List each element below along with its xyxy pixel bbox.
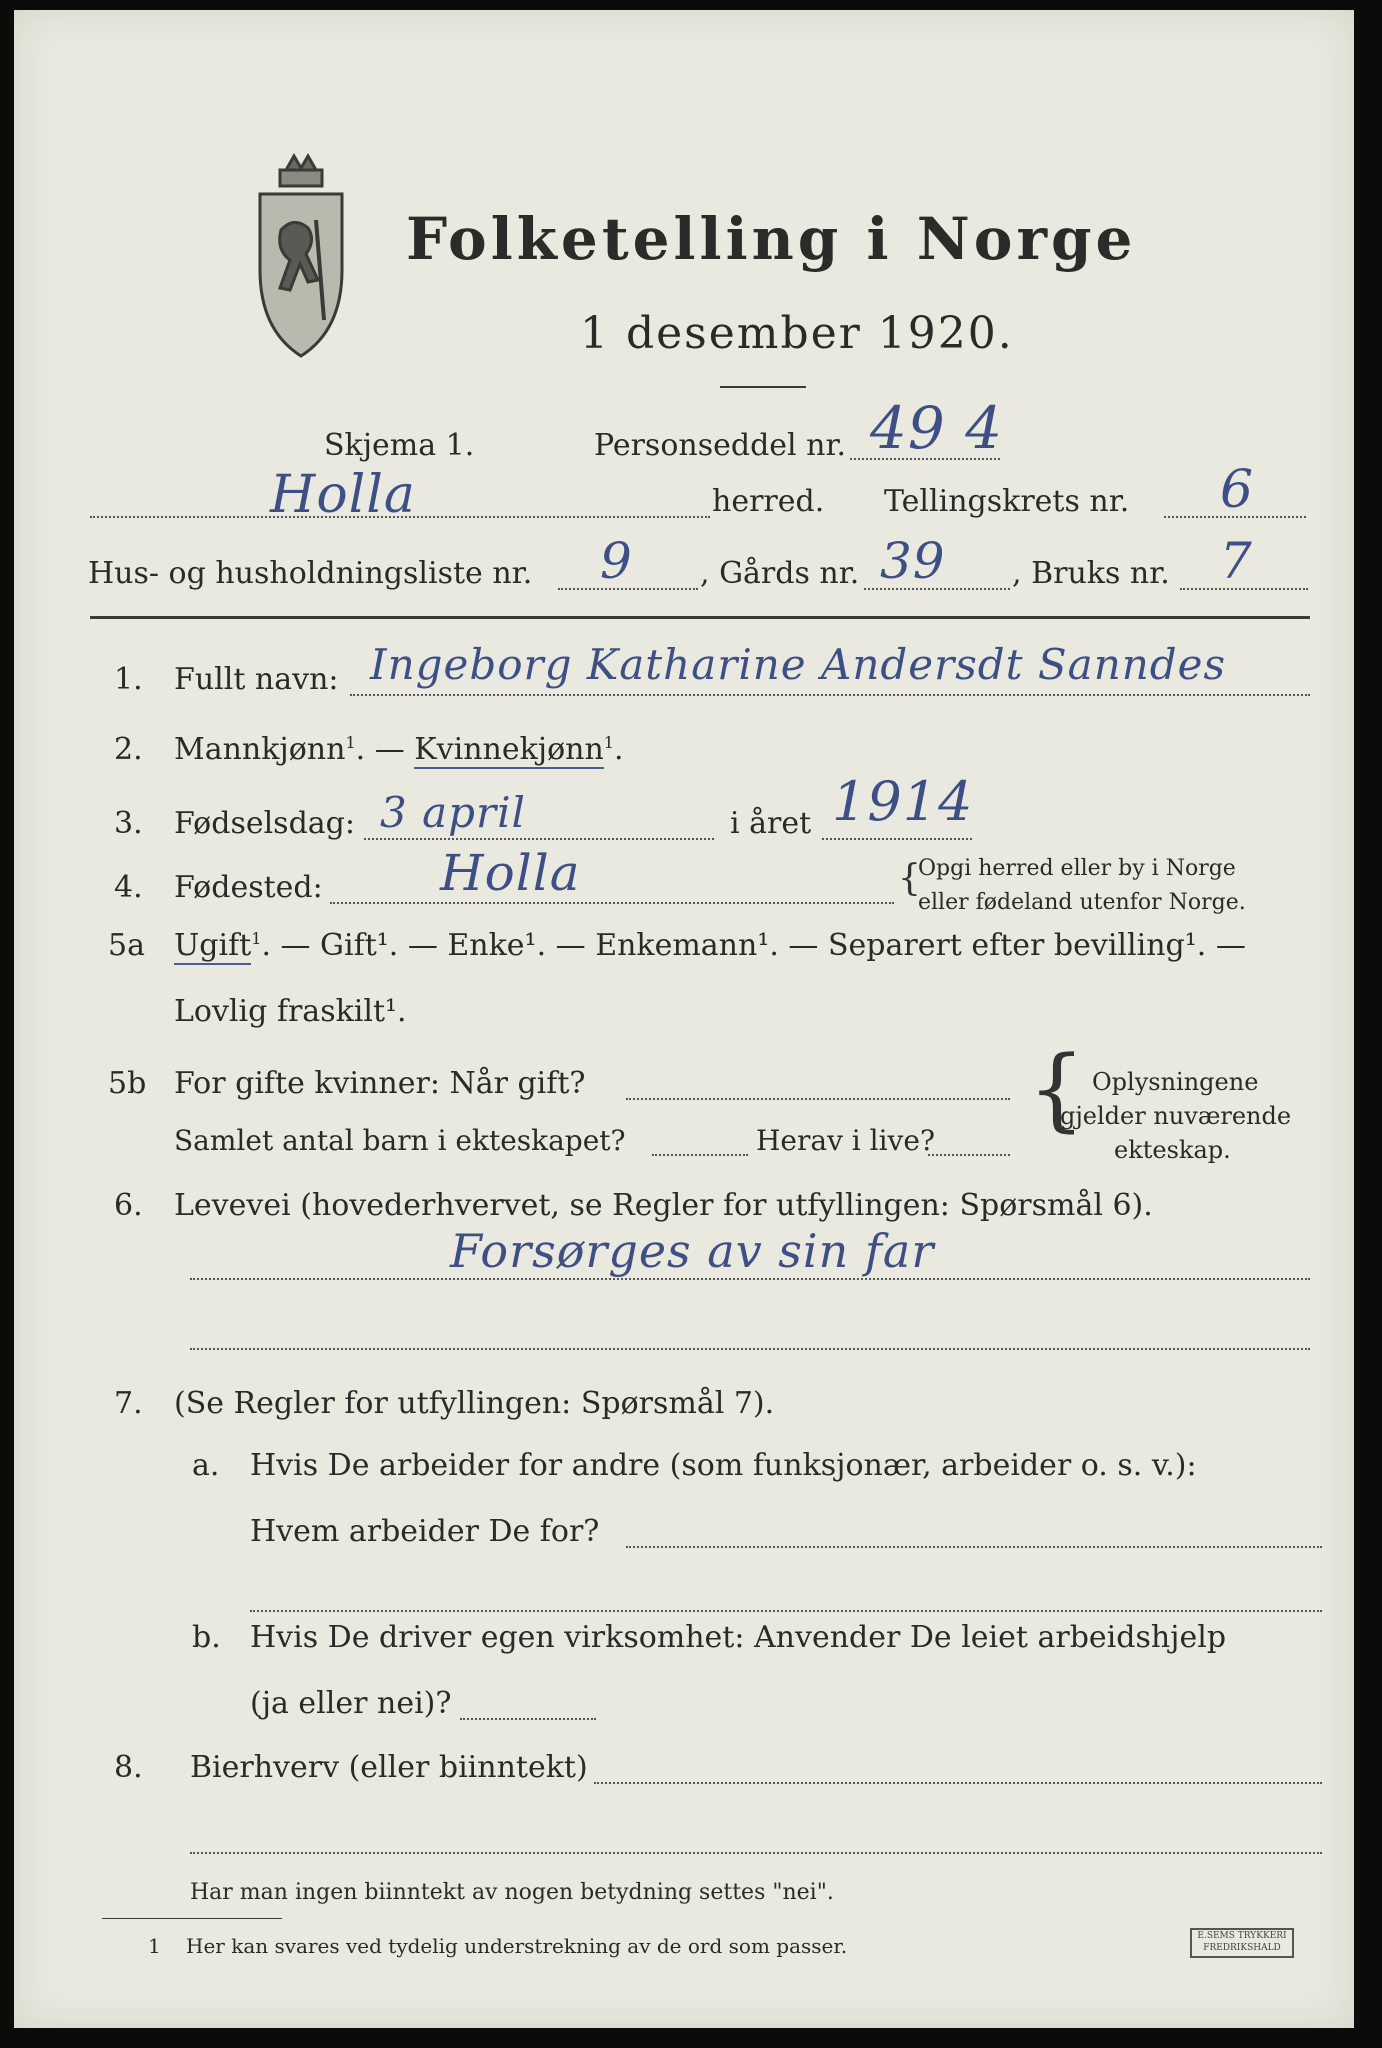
q6-line1: [190, 1278, 1310, 1280]
q5b-label-alive: Herav i live?: [756, 1124, 935, 1157]
gender-female-option[interactable]: Kvinnekjønn: [414, 732, 604, 767]
q2-number: 2.: [114, 732, 143, 767]
q5b-married-line: [626, 1098, 1010, 1100]
schema-label: Skjema 1.: [324, 428, 475, 463]
q7b-text: Hvis De driver egen virksomhet: Anvender De leiet arbeidshjelp: [250, 1620, 1227, 1655]
marital-ugift-option[interactable]: Ugift: [174, 928, 252, 963]
q1-line: [350, 694, 1310, 696]
q5b-brace: {: [1028, 1037, 1086, 1142]
census-date: 1 desember 1920.: [580, 308, 1014, 359]
gards-label: , Gårds nr.: [700, 556, 860, 591]
q5a-number: 5a: [108, 928, 145, 963]
coat-of-arms-icon: [246, 150, 356, 370]
birthdate-value[interactable]: 3 april: [380, 788, 526, 837]
q1-label: Fullt navn:: [174, 662, 339, 697]
herred-value[interactable]: Holla: [270, 465, 416, 525]
q7a-text: Hvis De arbeider for andre (som funksjonær, arbeider o. s. v.):: [250, 1448, 1197, 1483]
q5b-number: 5b: [108, 1066, 147, 1101]
q5b-children-line: [652, 1154, 748, 1156]
tellingskrets-label: Tellingskrets nr.: [884, 484, 1130, 519]
q6-line2: [190, 1348, 1310, 1350]
q5b-note-line2: gjelder nuværende: [1060, 1102, 1292, 1130]
q4-note-line2: eller fødeland utenfor Norge.: [918, 890, 1246, 915]
q5b-alive-line: [928, 1154, 1010, 1156]
q3-number: 3.: [114, 806, 143, 841]
q7b-letter: b.: [192, 1620, 221, 1655]
q7a-employer-label: Hvem arbeider De for?: [250, 1514, 600, 1549]
q7b-yesno-label: (ja eller nei)?: [250, 1686, 452, 1721]
q4-label: Fødested:: [174, 870, 323, 905]
q3-label: Fødselsdag:: [174, 806, 355, 841]
q7-number: 7.: [114, 1386, 143, 1421]
q6-number: 6.: [114, 1188, 143, 1223]
q4-line: [330, 902, 894, 904]
q4-number: 4.: [114, 870, 143, 905]
q1-number: 1.: [114, 662, 143, 697]
q8-number: 8.: [114, 1750, 143, 1785]
bruks-label: , Bruks nr.: [1012, 556, 1170, 591]
husliste-value[interactable]: 9: [600, 532, 633, 590]
marital-status-options: Ugift$^1$. — Gift¹. — Enke¹. — Enkemann¹. — Separert efter bevilling¹. —: [174, 928, 1246, 963]
footnote-text: Her kan svares ved tydelig understrekning av de ord som passer.: [186, 1934, 848, 1958]
personseddel-value[interactable]: 49 4: [870, 394, 1004, 462]
footnote-mark: 1: [148, 1934, 161, 1958]
q8-line2: [190, 1852, 1322, 1854]
herred-label: herred.: [712, 484, 825, 519]
q7-label: (Se Regler for utfyllingen: Spørsmål 7).: [174, 1386, 775, 1421]
marital-other-options[interactable]: . — Gift¹. — Enke¹. — Enkemann¹. — Separert efter bevilling¹. —: [261, 928, 1246, 963]
q8-line: [594, 1782, 1322, 1784]
q5b-note-line1: Oplysningene: [1092, 1068, 1259, 1096]
gender-options: Mannkjønn$^1$. — Kvinnekjønn$^1$.: [174, 732, 624, 767]
occupation-value[interactable]: Forsørges av sin far: [450, 1224, 935, 1278]
q5b-note-line3: ekteskap.: [1114, 1136, 1231, 1164]
q3-line: [364, 838, 714, 840]
personseddel-label: Personseddel nr.: [594, 428, 847, 463]
q7a-employer-line: [626, 1546, 1322, 1548]
q7a-letter: a.: [192, 1448, 220, 1483]
census-form: [14, 10, 1354, 2028]
gender-male-option[interactable]: Mannkjønn: [174, 732, 346, 767]
q7a-line2: [250, 1610, 1322, 1612]
q4-note-line1: Opgi herred eller by i Norge: [918, 856, 1236, 881]
birthplace-value[interactable]: Holla: [440, 844, 581, 902]
aar-line: [822, 838, 972, 840]
aar-label: i året: [730, 806, 812, 841]
q8-label: Bierhverv (eller biinntekt): [190, 1750, 588, 1785]
full-name-value[interactable]: Ingeborg Katharine Andersdt Sanndes: [370, 640, 1227, 689]
q6-label: Levevei (hovederhvervet, se Regler for utfyllingen: Spørsmål 6).: [174, 1188, 1153, 1223]
printer-stamp: E.SEMS TRYKKERI FREDRIKSHALD: [1190, 1928, 1294, 1958]
tellingskrets-value[interactable]: 6: [1220, 460, 1255, 520]
title-divider: [720, 386, 806, 388]
husliste-label: Hus- og husholdningsliste nr.: [88, 556, 533, 591]
header-divider: [90, 616, 1310, 619]
birth-year-value[interactable]: 1914: [832, 770, 974, 833]
q5b-label-children: Samlet antal barn i ekteskapet?: [174, 1124, 626, 1157]
biinntekt-note: Har man ingen biinntekt av nogen betydning settes "nei".: [190, 1880, 834, 1905]
marital-fraskilt-option[interactable]: Lovlig fraskilt¹.: [174, 994, 407, 1029]
q5b-label-married: For gifte kvinner: Når gift?: [174, 1066, 586, 1101]
q4-brace: {: [898, 858, 921, 899]
footnote-divider: [102, 1918, 282, 1919]
form-title: Folketelling i Norge: [406, 205, 1137, 273]
q7b-yesno-line: [460, 1718, 596, 1720]
gards-value[interactable]: 39: [880, 532, 946, 590]
bruks-value[interactable]: 7: [1220, 532, 1253, 590]
